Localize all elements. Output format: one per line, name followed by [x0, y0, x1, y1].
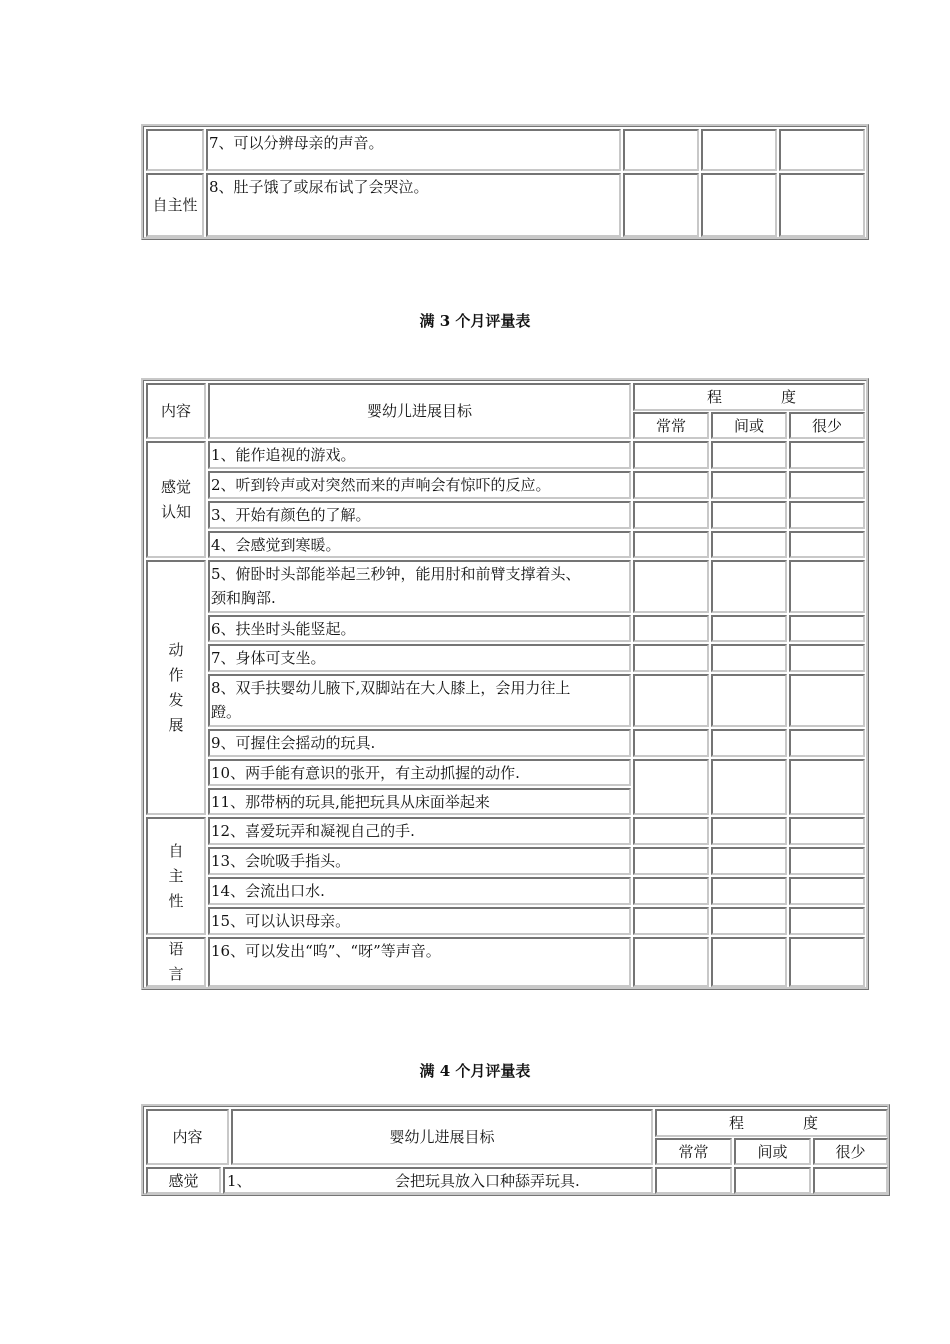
header-goal: 婴幼儿进展目标 — [208, 383, 631, 439]
check-often[interactable] — [623, 173, 699, 237]
check-sometimes[interactable] — [711, 937, 787, 987]
check-often[interactable] — [633, 441, 709, 469]
header-goal: 婴幼儿进展目标 — [231, 1109, 653, 1165]
check-sometimes[interactable] — [711, 501, 787, 529]
check-rarely[interactable] — [789, 937, 865, 987]
goal-row-1: 1、能作追视的游戏。 — [208, 441, 631, 469]
check-sometimes[interactable] — [711, 817, 787, 845]
check-rarely[interactable] — [789, 729, 865, 757]
header-often: 常常 — [655, 1138, 732, 1165]
check-often[interactable] — [655, 1167, 732, 1194]
check-often[interactable] — [633, 937, 709, 987]
category-motor: 动 作 发 展 — [146, 560, 206, 815]
goal-number: 1、 — [227, 1172, 252, 1190]
goal-row-6: 6、扶坐时头能竖起。 — [208, 615, 631, 642]
goal-row-12: 12、喜爱玩弄和凝视自己的手. — [208, 817, 631, 845]
category-autonomy: 自 主 性 — [146, 817, 206, 935]
check-rarely[interactable] — [789, 847, 865, 875]
degree-right: 度 — [803, 1114, 819, 1132]
category-language: 语 言 — [146, 937, 206, 987]
goal-row-3: 3、开始有颜色的了解。 — [208, 501, 631, 529]
table3-title: 满 3 个月评量表 — [419, 312, 531, 330]
check-sometimes[interactable] — [711, 729, 787, 757]
header-degree — [633, 383, 865, 411]
goal-row-8: 8、双手扶婴幼儿腋下,双脚站在大人膝上，会用力往上 蹬。 — [208, 674, 631, 727]
check-often[interactable] — [633, 817, 709, 845]
header-often: 常常 — [633, 412, 709, 439]
header-content: 内容 — [146, 1109, 229, 1165]
check-sometimes[interactable] — [711, 471, 787, 499]
check-often[interactable] — [633, 531, 709, 558]
goal-row-5: 5、俯卧时头部能举起三秒钟，能用肘和前臂支撑着头、 颈和胸部. — [208, 560, 631, 613]
check-rarely[interactable] — [789, 644, 865, 672]
goal-row-13: 13、会吮吸手指头。 — [208, 847, 631, 875]
goal-row-16: 16、可以发出“呜”、“呀”等声音。 — [208, 937, 631, 987]
goal-row-2: 2、听到铃声或对突然而来的声响会有惊吓的反应。 — [208, 471, 631, 499]
goal-row-9: 9、可握住会摇动的玩具. — [208, 729, 631, 757]
check-sometimes[interactable] — [701, 129, 777, 171]
check-often[interactable] — [623, 129, 699, 171]
check-rarely[interactable] — [813, 1167, 888, 1194]
check-often[interactable] — [633, 615, 709, 642]
check-often[interactable] — [633, 674, 709, 727]
check-often[interactable] — [633, 729, 709, 757]
check-rarely[interactable] — [789, 674, 865, 727]
goal-row-10: 10、两手能有意识的张开，有主动抓握的动作. — [208, 759, 631, 786]
goal-cell: 7、可以分辨母亲的声音。 — [206, 129, 621, 171]
check-sometimes[interactable] — [711, 847, 787, 875]
goal-row-7: 7、身体可支坐。 — [208, 644, 631, 672]
check-often[interactable] — [633, 560, 709, 613]
check-sometimes[interactable] — [711, 877, 787, 905]
goal-cell: 8、肚子饿了或尿布试了会哭泣。 — [206, 173, 621, 237]
check-sometimes[interactable] — [734, 1167, 811, 1194]
check-rarely[interactable] — [779, 173, 865, 237]
goal-row-1 — [223, 1167, 653, 1194]
check-sometimes[interactable] — [711, 907, 787, 935]
check-rarely[interactable] — [789, 877, 865, 905]
check-rarely[interactable] — [789, 615, 865, 642]
check-sometimes[interactable] — [711, 441, 787, 469]
check-sometimes[interactable] — [701, 173, 777, 237]
header-rarely: 很少 — [813, 1138, 888, 1165]
check-rarely[interactable] — [789, 759, 865, 815]
check-rarely[interactable] — [779, 129, 865, 171]
degree-right: 度 — [781, 388, 797, 406]
degree-left: 程 — [707, 388, 723, 406]
check-often[interactable] — [633, 907, 709, 935]
check-rarely[interactable] — [789, 531, 865, 558]
category-cell: 自主性 — [146, 173, 204, 237]
category-perception: 感觉 — [146, 1167, 221, 1194]
check-often[interactable] — [633, 759, 709, 815]
goal-row-15: 15、可以认识母亲。 — [208, 907, 631, 935]
degree-left: 程 — [729, 1114, 745, 1132]
table-4-months — [141, 1104, 890, 1196]
category-cell-empty — [146, 129, 204, 171]
check-often[interactable] — [633, 501, 709, 529]
goal-text: 会把玩具放入口种舔弄玩具. — [395, 1172, 580, 1190]
header-sometimes: 间或 — [734, 1138, 811, 1165]
goal-row-14: 14、会流出口水. — [208, 877, 631, 905]
header-content: 内容 — [146, 383, 206, 439]
goal-row-4: 4、会感觉到寒暖。 — [208, 531, 631, 558]
header-sometimes: 间或 — [711, 412, 787, 439]
check-sometimes[interactable] — [711, 560, 787, 613]
check-rarely[interactable] — [789, 907, 865, 935]
category-perception: 感觉 认知 — [146, 441, 206, 558]
check-sometimes[interactable] — [711, 531, 787, 558]
check-sometimes[interactable] — [711, 674, 787, 727]
check-rarely[interactable] — [789, 441, 865, 469]
check-often[interactable] — [633, 471, 709, 499]
check-often[interactable] — [633, 847, 709, 875]
table4-title: 满 4 个月评量表 — [419, 1062, 531, 1080]
check-often[interactable] — [633, 877, 709, 905]
check-sometimes[interactable] — [711, 615, 787, 642]
header-rarely: 很少 — [789, 412, 865, 439]
check-often[interactable] — [633, 644, 709, 672]
check-rarely[interactable] — [789, 560, 865, 613]
check-rarely[interactable] — [789, 471, 865, 499]
check-rarely[interactable] — [789, 817, 865, 845]
header-degree — [655, 1109, 888, 1137]
check-sometimes[interactable] — [711, 644, 787, 672]
table-3-months — [141, 378, 869, 990]
check-sometimes[interactable] — [711, 759, 787, 815]
check-rarely[interactable] — [789, 501, 865, 529]
goal-row-11: 11、那带柄的玩具,能把玩具从床面举起来 — [208, 788, 631, 815]
top-table — [141, 124, 869, 240]
